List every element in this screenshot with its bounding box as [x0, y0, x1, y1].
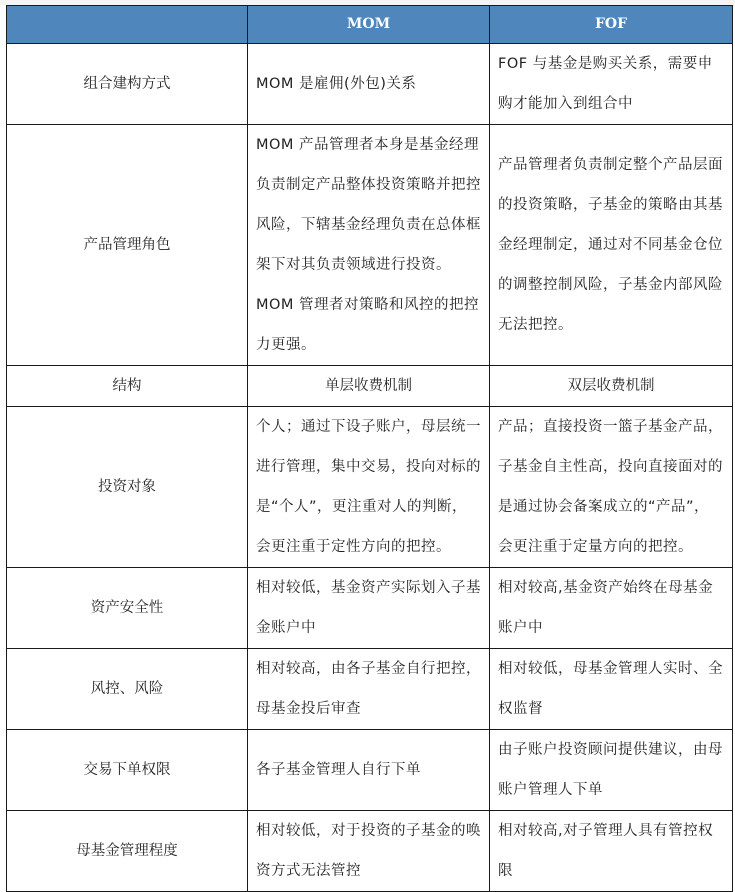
table-row [7, 407, 733, 568]
header-fof: FOF [490, 6, 733, 44]
fof-cell: 相对较高,对子管理人具有管控权限 [490, 811, 733, 892]
mom-cell: 单层收费机制 [248, 366, 490, 407]
row-label: 产品管理角色 [7, 125, 248, 366]
fof-cell: 产品；直接投资一篮子基金产品，子基金自主性高，投向直接面对的是通过协会备案成立的“产品”，会更注重于定量方向的把控。 [490, 407, 733, 568]
row-label: 结构 [7, 366, 248, 407]
fof-cell: 产品管理者负责制定整个产品层面的投资策略，子基金的策略由其基金经理制定，通过对不同基金仓位的调整控制风险，子基金内部风险无法把控。 [490, 125, 733, 366]
row-label: 投资对象 [7, 407, 248, 568]
table-row [7, 366, 733, 407]
fof-cell: 相对较低，母基金管理人实时、全权监督 [490, 649, 733, 730]
fof-cell: 双层收费机制 [490, 366, 733, 407]
table-row [7, 649, 733, 730]
table-row [7, 811, 733, 892]
table-row [7, 44, 733, 125]
mom-cell: MOM 产品管理者本身是基金经理负责制定产品整体投资策略并把控风险，下辖基金经理负责在总体框架下对其负责领域进行投资。MOM 管理者对策略和风控的把控力更强。 [248, 125, 490, 366]
mom-cell: 各子基金管理人自行下单 [248, 730, 490, 811]
row-label: 组合建构方式 [7, 44, 248, 125]
mom-cell: 相对较低，对于投资的子基金的唤资方式无法管控 [248, 811, 490, 892]
mom-cell: 相对较低，基金资产实际划入子基金账户中 [248, 568, 490, 649]
table-row [7, 568, 733, 649]
mom-cell: 个人；通过下设子账户，母层统一进行管理，集中交易，投向对标的是“个人”，更注重对人的判断，会更注重于定性方向的把控。 [248, 407, 490, 568]
fof-cell: FOF 与基金是购买关系，需要申购才能加入到组合中 [490, 44, 733, 125]
row-label: 母基金管理程度 [7, 811, 248, 892]
row-label: 资产安全性 [7, 568, 248, 649]
table-row [7, 125, 733, 366]
mom-cell: 相对较高，由各子基金自行把控，母基金投后审查 [248, 649, 490, 730]
mom-fof-comparison-table [6, 5, 733, 892]
mom-cell: MOM 是雇佣(外包)关系 [248, 44, 490, 125]
fof-cell: 相对较高,基金资产始终在母基金账户中 [490, 568, 733, 649]
header-mom: MOM [248, 6, 490, 44]
row-label: 风控、风险 [7, 649, 248, 730]
table-row [7, 730, 733, 811]
header-empty [7, 6, 248, 44]
header-row [7, 6, 733, 44]
fof-cell: 由子账户投资顾问提供建议，由母账户管理人下单 [490, 730, 733, 811]
row-label: 交易下单权限 [7, 730, 248, 811]
